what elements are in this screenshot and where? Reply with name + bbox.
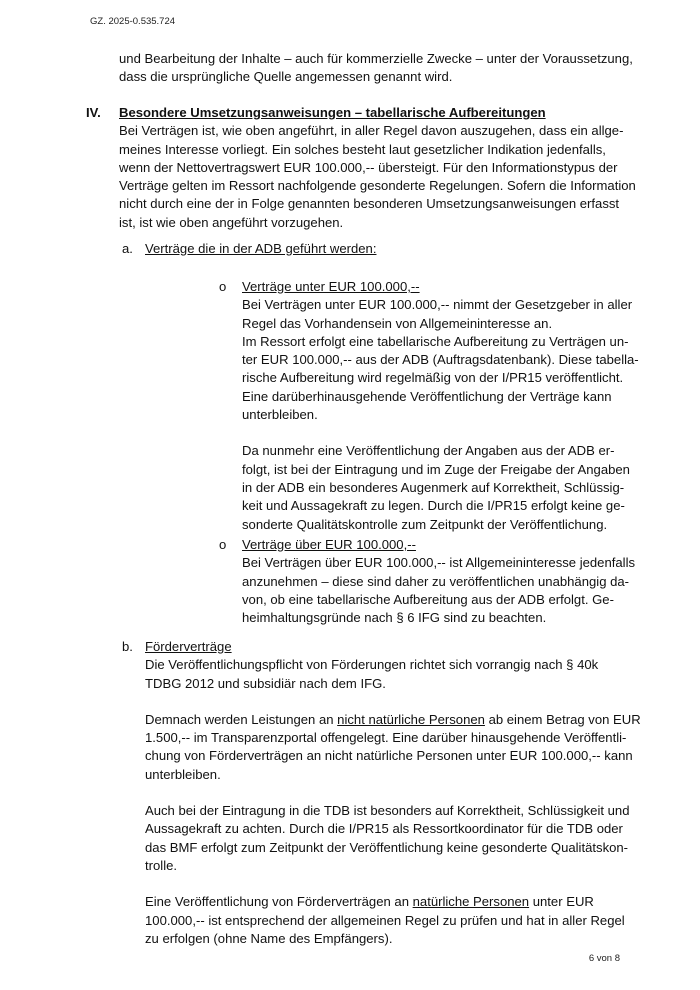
text-span: Eine Veröffentlichung von Förderverträgen an (145, 894, 413, 910)
item-b-title: Förderverträge (145, 639, 232, 654)
text-line: nicht durch eine der in Folge genannten besonderen Umsetzungsanweisungen erfasst (119, 196, 620, 212)
text-line: Bei Verträgen ist, wie oben angeführt, in aller Regel davon auszugehen, dass ein allge- (119, 123, 624, 139)
section-heading: Besondere Umsetzungsanweisungen – tabellarische Aufbereitungen (119, 105, 546, 120)
text-line: wenn der Nettovertragswert EUR 100.000,-- übersteigt. Für den Informationstypus der (119, 159, 618, 175)
text-line: unterbleiben. (145, 766, 221, 782)
text-line: 100.000,-- ist entsprechend der allgemeinen Regel zu prüfen und hat in aller Regel (145, 912, 625, 928)
text-line: und Bearbeitung der Inhalte – auch für kommerzielle Zwecke – unter der Voraussetzung, (119, 51, 633, 66)
section-iv (119, 104, 636, 232)
item-b-label: b. (122, 639, 133, 654)
text-line: Aussagekraft zu achten. Durch die I/PR15 als Ressortkoordinator für die TDB oder (145, 821, 623, 837)
underlined-term: natürliche Personen (412, 894, 530, 910)
text-line: unterbleiben. (242, 407, 318, 423)
text-line: rische Aufbereitung wird regelmäßig von der I/PR15 veröffentlicht. (242, 370, 624, 386)
text-line: ist, ist wie oben angeführt vorzugehen. (119, 214, 344, 230)
page-number: 6 von 8 (588, 953, 620, 964)
text-line: Bei Verträgen unter EUR 100.000,-- nimmt der Gesetzgeber in aller (242, 297, 633, 313)
text-line: Regel das Vorhandensein von Allgemeininteresse an. (242, 315, 553, 331)
text-line: ter EUR 100.000,-- aus der ADB (Auftragsdatenbank). Diese tabella- (242, 352, 639, 368)
item-a-label: a. (122, 241, 133, 256)
sub-item-title: Verträge über EUR 100.000,-- (242, 537, 416, 552)
text-line: Da nunmehr eine Veröffentlichung der Angaben aus der ADB er- (242, 443, 615, 459)
bullet-icon: o (219, 537, 227, 552)
text-line: in der ADB ein besonderes Augenmerk auf Korrektheit, Schlüssig- (242, 479, 625, 495)
text-line: heimhaltungsgründe nach § 6 IFG sind zu beachten. (242, 610, 547, 626)
text-line: Im Ressort erfolgt eine tabellarische Aufbereitung zu Verträgen un- (242, 333, 629, 349)
text-line: dass die ursprüngliche Quelle angemessen genannt wird. (119, 69, 453, 85)
text-line: zu erfolgen (ohne Name des Empfängers). (145, 930, 393, 946)
text-line: anzunehmen – diese sind daher zu veröffentlichen unabhängig da- (242, 573, 630, 589)
text-line: Auch bei der Eintragung in die TDB ist besonders auf Korrektheit, Schlüssigkeit und (145, 803, 630, 819)
text-line: TDBG 2012 und subsidiär nach dem IFG. (145, 675, 386, 691)
document-reference: GZ. 2025-0.535.724 (90, 16, 176, 27)
text-line: chung von Förderverträgen an nicht natürliche Personen unter EUR 100.000,-- kann (145, 748, 633, 764)
sub-item-over-100000 (242, 536, 635, 627)
text-line: sonderte Qualitätskontrolle zum Zeitpunkt der Veröffentlichung. (242, 516, 608, 532)
item-b (145, 638, 641, 948)
intro-paragraph (119, 50, 633, 87)
section-number: IV. (86, 105, 101, 120)
item-a-title: Verträge die in der ADB geführt werden: (145, 241, 377, 256)
text-line: keit und Aussagekraft zu legen. Durch die I/PR15 erfolgt keine ge- (242, 498, 625, 514)
sub-item-under-100000 (242, 278, 639, 534)
text-line: 1.500,-- im Transparenzportal offengelegt. Eine darüber hinausgehende Veröffentli- (145, 730, 627, 746)
bullet-icon: o (219, 279, 227, 294)
text-span: unter EUR (529, 894, 594, 910)
text-line: Eine darüberhinausgehende Veröffentlichung der Verträge kann (242, 388, 612, 404)
text-line: trolle. (145, 857, 178, 873)
text-line: Die Veröffentlichungspflicht von Förderungen richtet sich vorrangig nach § 40k (145, 657, 599, 673)
text-line: folgt, ist bei der Eintragung und im Zuge der Freigabe der Angaben (242, 461, 630, 477)
text-line: Verträge gelten im Ressort nachfolgende gesonderte Regelungen. Sofern die Information (119, 178, 636, 194)
text-line: meines Interesse vorliegt. Ein solches besteht laut gesetzlicher Indikation jedenfalls, (119, 141, 606, 157)
text-line: das BMF erfolgt zum Zeitpunkt der Veröffentlichung keine gesonderte Qualitätskon- (145, 839, 629, 855)
text-line: Bei Verträgen über EUR 100.000,-- ist Allgemeininteresse jedenfalls (242, 555, 636, 571)
text-span: ab einem Betrag von EUR (484, 711, 641, 727)
sub-item-title: Verträge unter EUR 100.000,-- (242, 279, 420, 294)
text-line (145, 893, 641, 911)
text-line: von, ob eine tabellarische Aufbereitung aus der ADB erfolgt. Ge- (242, 591, 614, 607)
underlined-term: nicht natürliche Personen (337, 711, 485, 727)
text-line (145, 711, 641, 729)
text-span: Demnach werden Leistungen an (145, 711, 338, 727)
